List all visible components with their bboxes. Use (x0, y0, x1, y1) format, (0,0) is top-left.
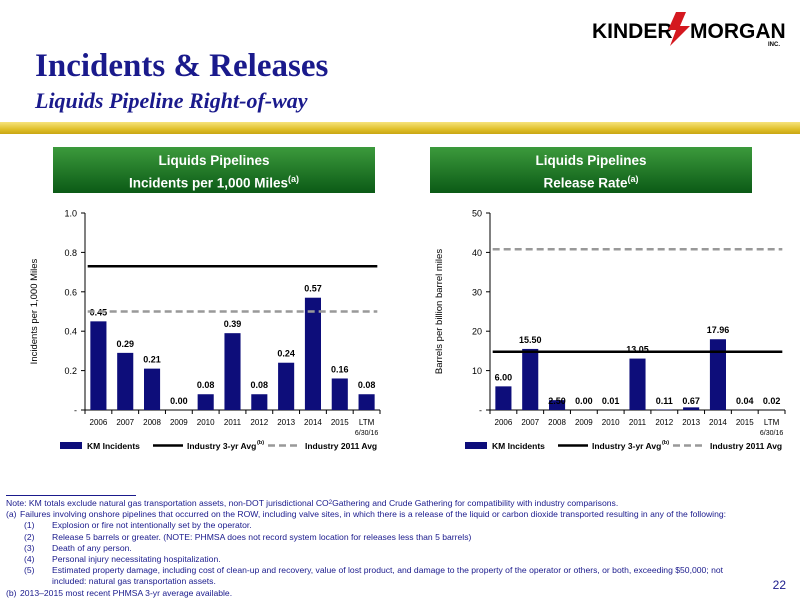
bar (144, 369, 160, 410)
legend-swatch-km-incidents (60, 442, 82, 449)
footnote-item: (3) Death of any person. (24, 542, 132, 553)
right-chart-header-sup: (a) (627, 174, 639, 184)
x-tick-label: 2008 (548, 418, 566, 427)
legend-label-2011-avg: Industry 2011 Avg (710, 441, 783, 451)
x-tick-label: 2012 (655, 418, 674, 427)
page-subtitle: Liquids Pipeline Right-of-way (35, 88, 308, 113)
x-tick-label: 2009 (169, 418, 188, 427)
data-label: 0.21 (143, 354, 161, 365)
bar (198, 394, 214, 410)
y-tick-label: 1.0 (64, 208, 77, 219)
left-chart-header (53, 147, 375, 193)
x-tick-label: 2007 (116, 418, 135, 427)
legend-label-3yr-avg-sup: (b) (257, 440, 265, 446)
data-label: 0.04 (736, 396, 754, 406)
x-tick-sublabel: 6/30/16 (759, 430, 784, 437)
legend-label-2011-avg: Industry 2011 Avg (305, 441, 378, 451)
x-tick-label: 2015 (735, 418, 754, 427)
y-tick-label: 30 (471, 287, 482, 298)
y-tick-label: - (479, 405, 482, 416)
data-label: 0.45 (89, 307, 108, 318)
data-label: 0.57 (304, 283, 322, 294)
x-tick-label: 2009 (574, 418, 593, 427)
data-label: 15.50 (518, 334, 542, 345)
x-tick-sublabel: 6/30/16 (354, 430, 379, 437)
bar (305, 298, 321, 410)
release-rate-chart (410, 198, 795, 463)
footnotes (6, 495, 796, 599)
data-label: 0.00 (575, 396, 593, 406)
right-chart-header (430, 147, 752, 193)
svg-text:INC.: INC. (768, 42, 780, 48)
footnote-main: Note: KM totals exclude natural gas transportation assets, non-DOT jurisdictional CO 2 Gathering and Crude Gathering for compatibility with industry comparisons. (6, 498, 619, 508)
incidents-per-1000-miles-chart (5, 198, 390, 463)
y-tick-label: 40 (471, 247, 482, 258)
bar (117, 353, 133, 410)
data-label: 6.00 (494, 372, 513, 383)
data-label: 0.08 (196, 380, 215, 391)
legend-label-3yr-avg-sup: (b) (662, 440, 670, 446)
x-tick-label: 2007 (521, 418, 540, 427)
kinder-morgan-logo (590, 8, 790, 48)
y-tick-label: - (74, 405, 77, 416)
bar (332, 378, 348, 410)
left-chart-header-line1: Liquids Pipelines (158, 153, 270, 168)
bar (710, 339, 726, 410)
y-tick-label: 0.6 (64, 287, 77, 298)
data-label: 0.00 (170, 396, 188, 406)
y-tick-label: 0.2 (64, 366, 77, 377)
left-chart-header-sup: (a) (288, 174, 300, 184)
y-tick-label: 0.8 (64, 247, 77, 258)
y-tick-label: 50 (471, 208, 482, 219)
data-label: 0.08 (250, 380, 269, 391)
page-title: Incidents & Releases (35, 48, 329, 84)
data-label: 0.39 (223, 319, 242, 330)
x-tick-label: 2015 (330, 418, 349, 427)
x-tick-label: 2013 (682, 418, 701, 427)
footnote-item: (5) Estimated property damage, including cost of clean-up and recovery, value of lost product, and damage to the property of the operator or others, or both, exceeding $50,000; not (24, 565, 724, 576)
data-label: 0.24 (277, 348, 295, 359)
data-label: 0.29 (116, 338, 134, 349)
right-chart-header-line1: Liquids Pipelines (535, 153, 647, 168)
svg-text:MORGAN: MORGAN (690, 20, 786, 43)
bar (224, 333, 240, 410)
bar (495, 386, 511, 410)
bar (251, 394, 267, 410)
footnote-item: (1) Explosion or fire not intentionally set by the operator. (24, 520, 252, 531)
footnote-b: (b) 2013–2015 most recent PHMSA 3-yr average available. (6, 587, 233, 598)
bar (629, 359, 645, 410)
data-label: 17.96 (706, 325, 730, 336)
bar (522, 349, 538, 410)
x-tick-label: 2014 (304, 418, 322, 427)
legend-label-km-incidents: KM Incidents (492, 441, 545, 451)
legend-label-3yr-avg: Industry 3-yr Avg (592, 441, 662, 451)
y-tick-label: 0.4 (64, 326, 77, 337)
footnote-a: (a) Failures involving onshore pipelines that occurred on the ROW, including valve sites, in which there is a release of the liquid or carbon dioxide transported resulting in any of the following: (6, 509, 727, 520)
footnote-item: (2) Release 5 barrels or greater. (NOTE: PHMSA does not record system location for releases less than 5 barrels) (24, 531, 472, 542)
data-label: 0.08 (357, 380, 376, 391)
bar (683, 407, 699, 410)
y-axis-label: Incidents per 1,000 Miles (29, 258, 40, 365)
x-tick-label: 2006 (494, 418, 513, 427)
data-label: 0.16 (331, 364, 349, 375)
page-number: 22 (772, 578, 786, 592)
legend-swatch-km-incidents (465, 442, 487, 449)
x-tick-label: 2013 (277, 418, 296, 427)
footnote-item: (4) Personal injury necessitating hospitalization. (24, 554, 221, 565)
data-label: 13.05 (626, 344, 649, 355)
footnote-separator (6, 495, 136, 496)
x-tick-label: LTM (358, 418, 375, 427)
bar (359, 394, 375, 410)
y-axis-label: Barrels per billion barrel miles (434, 248, 445, 375)
data-label: 2.50 (548, 396, 566, 406)
left-chart-header-line2: Incidents per 1,000 Miles (128, 175, 289, 191)
gold-divider (0, 122, 800, 134)
x-tick-label: 2011 (628, 418, 647, 427)
legend-label-km-incidents: KM Incidents (87, 441, 140, 451)
x-tick-label: 2006 (89, 418, 108, 427)
data-label: 0.67 (682, 396, 700, 406)
svg-text:KINDER: KINDER (592, 20, 673, 43)
footnote-item-continued: included: natural gas transportation assets. (52, 576, 216, 587)
right-chart-header-line2: Release Rate (543, 175, 628, 191)
y-tick-label: 20 (471, 326, 482, 337)
x-tick-label: 2012 (250, 418, 269, 427)
data-label: 0.02 (762, 396, 781, 406)
data-label: 0.11 (655, 396, 673, 406)
x-tick-label: 2008 (143, 418, 161, 427)
x-tick-label: 2010 (601, 418, 620, 427)
x-tick-label: LTM (763, 418, 780, 427)
legend-label-3yr-avg: Industry 3-yr Avg (187, 441, 257, 451)
bar (90, 321, 106, 410)
x-tick-label: 2014 (709, 418, 727, 427)
y-tick-label: 10 (471, 366, 482, 377)
x-tick-label: 2011 (223, 418, 242, 427)
data-label: 0.01 (601, 396, 620, 406)
x-tick-label: 2010 (196, 418, 215, 427)
bar (278, 363, 294, 410)
